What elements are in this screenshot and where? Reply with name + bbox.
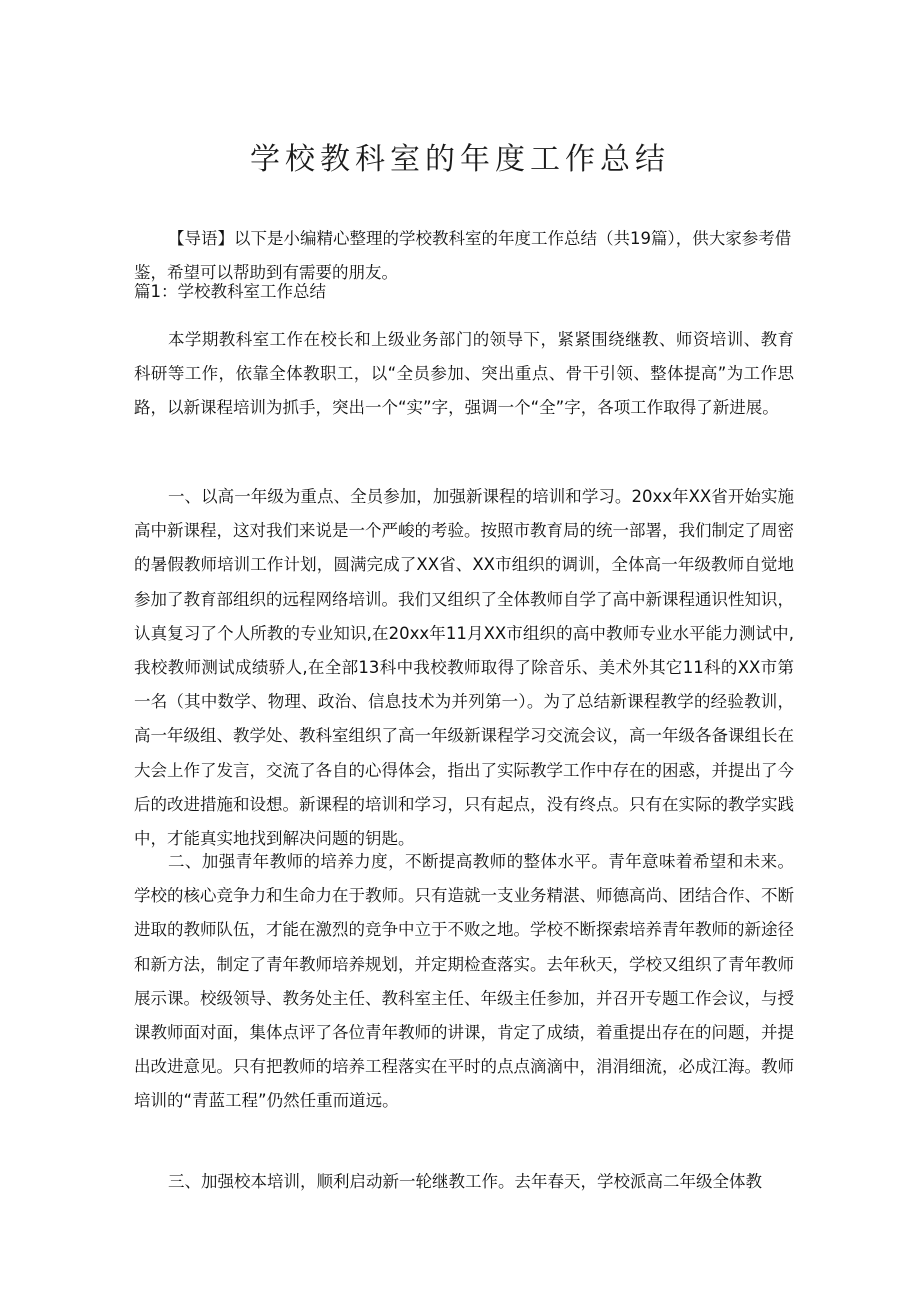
body-paragraph: 一、以高一年级为重点、全员参加，加强新课程的培训和学习。20xx年XX省开始实施高中新课程，这对我们来说是一个严峻的考验。按照市教育局的统一部署，我们制定了周密的暑假教师培训工作计划，圆满完成了XX省、XX市组织的调训，全体高一年级教师自觉地参加了教育部组织的远程网络培训。我们又组织了全体教师自学了高中新课程通识性知识，认真复习了个人所教的专业知识,在20xx年11月XX市组织的高中教师专业水平能力测试中,我校教师测试成绩骄人,在全部13科中我校教师取得了除音乐、美术外其它11科的XX市第一名（其中数学、物理、政治、信息技术为并列第一）。为了总结新课程教学的经验教训，高一年级组、教学处、教科室组织了高一年级新课程学习交流会议，高一年级各备课组长在大会上作了发言，交流了各自的心得体会，指出了实际教学工作中存在的困惑，并提出了今后的改进措施和设想。新课程的培训和学习，只有起点，没有终点。只有在实际的教学实践中，才能真实地找到解决问题的钥匙。	[134, 487, 794, 849]
body-paragraph: 本学期教科室工作在校长和上级业务部门的领导下，紧紧围绕继教、师资培训、教育科研等工作，依靠全体教职工，以“全员参加、突出重点、骨干引领、整体提高”为工作思路，以新课程培训为抓手，突出一个“实”字，强调一个“全”字，各项工作取得了新进展。	[134, 330, 794, 418]
section-heading: 篇1：学校教科室工作总结	[134, 282, 326, 301]
document-title: 学校教科室的年度工作总结	[250, 142, 670, 177]
body-paragraph: 三、加强校本培训，顺利启动新一轮继教工作。去年春天，学校派高二年级全体教	[168, 1172, 762, 1191]
body-paragraph: 二、加强青年教师的培养力度，不断提高教师的整体水平。青年意味着希望和未来。学校的核心竞争力和生命力在于教师。只有造就一支业务精湛、师德高尚、团结合作、不断进取的教师队伍，才能在激烈的竞争中立于不败之地。学校不断探索培养青年教师的新途径和新方法，制定了青年教师培养规划，并定期检查落实。去年秋天，学校又组织了青年教师展示课。校级领导、教务处主任、教科室主任、年级主任参加，并召开专题工作会议，与授课教师面对面，集体点评了各位青年教师的讲课，肯定了成绩，着重提出存在的问题，并提出改进意见。只有把教师的培养工程落实在平时的点点滴滴中，涓涓细流，必成江海。教师培训的“青蓝工程”仍然任重而道远。	[134, 852, 794, 1111]
intro-paragraph: 【导语】以下是小编精心整理的学校教科室的年度工作总结（共19篇），供大家参考借鉴，希望可以帮助到有需要的朋友。	[134, 229, 792, 282]
